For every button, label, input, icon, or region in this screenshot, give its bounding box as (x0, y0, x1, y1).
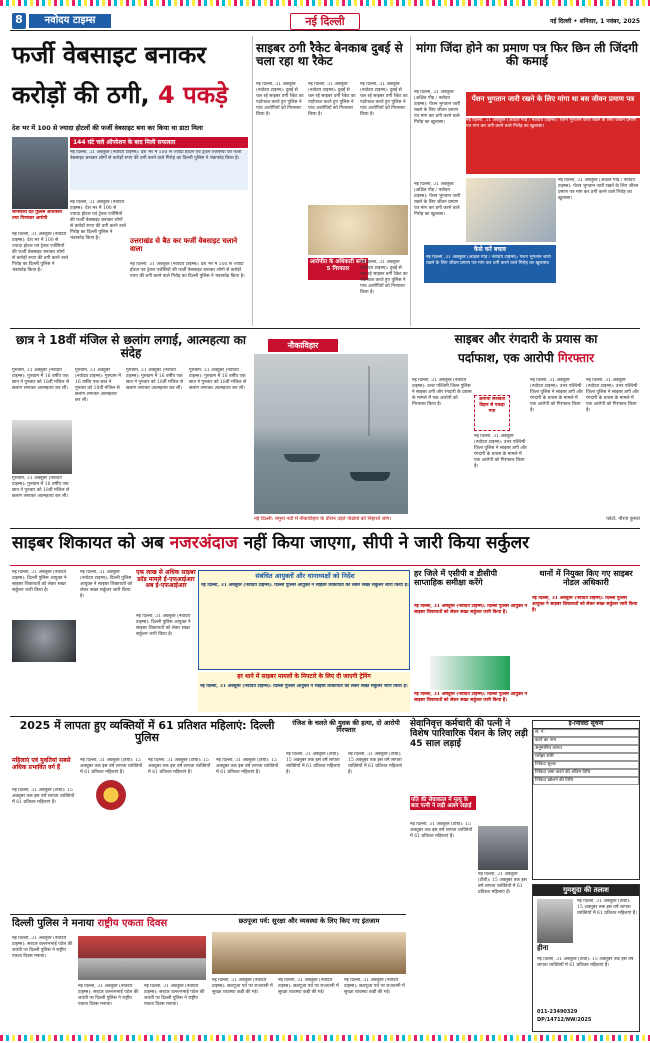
story5-headline-c: गिरफ्तार (557, 351, 595, 365)
story4-body-col3: गुरुग्राम, 31 अक्तूबर (नवोदय टाइम्स): गुरुग्राम में 16 वर्षीय एक छात्र ने गुरुवार को 18वीं मंजिल से छलांग लगाकर आत्महत्या कर ली। (75, 368, 121, 403)
photo-caption (254, 516, 640, 524)
story4-body-col1: गुरुग्राम, 31 अक्तूबर (नवोदय टाइम्स): गुरुग्राम में 16 वर्षीय एक छात्र ने गुरुवार को 18वीं मंजिल से छलांग लगाकर आत्महत्या कर ली। (12, 368, 70, 391)
banner-highlight-b: अब ई-एफआईआर (145, 582, 187, 590)
story1-body-col2: नई दिल्ली, 31 अक्तूबर (नवोदय टाइम्स): देश भर में 100 से ज्यादा होटल एवं ट्रेवल एजेंसियों की फर्जी वेबसाइट बनाकर लोगों से करोड़ों रुपए की ठगी करने वाले गिरोह का दिल्ली पुलिस ने भंडाफोड़ किया है। (70, 200, 126, 241)
story1-photo-caption: जानकारी देते पुलिस अधिकारी तथा गिरफ्तार आरोपी (12, 210, 63, 221)
divider-h3 (10, 565, 640, 566)
story10-photo (212, 932, 406, 974)
story8-body-col1: नई दिल्ली, 31 अक्तूबर (टीबी): 15 अक्तूबर तक इस वर्ष लापता व्यक्तियों में 61 प्रतिशत महिलाएं हैं। (410, 822, 473, 839)
registration-strip-top (0, 0, 650, 6)
story1-headline-2 (12, 82, 252, 108)
divider-h5 (10, 914, 406, 915)
story4-illustration (12, 420, 72, 474)
story2-body-col4: नई दिल्ली, 31 अक्तूबर (नवोदय टाइम्स): दुबई से चल रहे साइबर ठगी रैकेट का पर्दाफाश करते हुए पुलिस ने पांच आरोपियों को गिरफ्तार किया है। (360, 260, 408, 295)
story10-body-col1: नई दिल्ली, 31 अक्तूबर (नवोदय टाइम्स): छठपूजा पर्व पर राजधानी में सुरक्षा व्यवस्था कड़ी की गई। (212, 978, 273, 995)
story7-headline: रंजिश के चलते की युवक की हत्या, दो आरोपी गिरफ्तार (292, 719, 400, 735)
dateline-masthead: नई दिल्ली • शनिवार, 1 नवंबर, 2025 (550, 18, 640, 25)
story9-body-col2: नई दिल्ली, 31 अक्तूबर (नवोदय टाइम्स): सरदार वल्लभभाई पटेल की जयंती पर दिल्ली पुलिस ने राष्ट्रीय एकता दिवस मनाया। (78, 984, 139, 1007)
banner-phone-illustration (430, 656, 510, 690)
story10-body-col2: नई दिल्ली, 31 अक्तूबर (नवोदय टाइम्स): छठपूजा पर्व पर राजधानी में सुरक्षा व्यवस्था कड़ी की गई। (278, 978, 339, 995)
tender-row: कार्य का नाम (533, 737, 639, 745)
divider-h4 (10, 716, 640, 717)
banner-training-box (198, 672, 410, 712)
story6-headline: 2025 में लापता हुए व्यक्तियों में 61 प्रतिशत महिलाएं: दिल्ली पुलिस (19, 719, 275, 745)
banner-hacker-illustration (12, 620, 76, 662)
story3-body-col2: नई दिल्ली, 31 अक्तूबर (अक्षित गौड़ / नवोदय टाइम्स): पेंशन भुगतान जारी रखने के लिए जीवन प्रमाण पत्र मांग कर ठगी करने वाले गिरोह का खुलासा। (414, 182, 461, 217)
story9-headline (12, 918, 208, 929)
banner-instructions-box (198, 570, 410, 670)
story1-body-col3: नई दिल्ली, 31 अक्तूबर (नवोदय टाइम्स): देश भर में 100 से ज्यादा होटल एवं ट्रेवल एजेंसियों की फर्जी वेबसाइट बनाकर लोगों से करोड़ों रुपए की ठगी करने वाले गिरोह का दिल्ली पुलिस ने भंडाफोड़ किया है। (130, 262, 245, 279)
tender-row: निविदा खोलने की तिथि (533, 777, 639, 785)
story8-headline: सेवानिवृत्त कर्मचारी की पत्नी ने विशेष पारिवारिक पेंशन के लिए लड़ी 45 साल लड़ाई (410, 719, 528, 749)
paper-name: नवोदय टाइम्स (29, 14, 111, 28)
banner-box2-head: हर थाने में साइबर मामलों के निपटारे के लिए दी जाएगी ट्रेनिंग (237, 673, 371, 680)
story6-body-col2: नई दिल्ली, 31 अक्तूबर (टीबी): 15 अक्तूबर तक इस वर्ष लापता व्यक्तियों में 61 प्रतिशत महिलाएं हैं। (80, 758, 143, 775)
divider-v2 (410, 36, 411, 326)
delhi-police-emblem (96, 780, 126, 810)
story5-headline-b-text: पर्दाफाश, एक आरोपी (457, 351, 554, 365)
story6-body-col3: नई दिल्ली, 31 अक्तूबर (टीबी): 15 अक्तूबर तक इस वर्ष लापता व्यक्तियों में 61 प्रतिशत महिलाएं हैं। (148, 758, 211, 775)
banner-highlight (136, 570, 196, 590)
missing-person-photo (537, 899, 573, 943)
story1-box-text: नई दिल्ली, 31 अक्तूबर (नवोदय टाइम्स): देश भर में 100 से ज्यादा होटल एवं ट्रेवल एजेंसियों की फर्जी वेबसाइट बनाकर लोगों से करोड़ों रुपए की ठगी करने वाले गिरोह का दिल्ली पुलिस ने भंडाफोड़ किया है। (70, 150, 248, 190)
tender-row: सं. नं. (533, 729, 639, 737)
banner-col-body2: नई दिल्ली, 31 अक्तूबर (नवोदय टाइम्स): दिल्ली पुलिस आयुक्त ने साइबर शिकायतों को लेकर सख्त सर्कुलर जारी किया है। (414, 692, 528, 703)
tender-ad (532, 720, 640, 880)
banner-box-head: संबंधित आयुक्तों और थानाध्यक्षों को निर्देश (255, 572, 355, 580)
photo-section-label: नौकाविहार (268, 339, 338, 352)
story5-headline-a: साइबर और रंगदारी के प्रयास का (454, 332, 598, 346)
divider-h1 (10, 328, 640, 329)
story7-body-col2: नई दिल्ली, 31 अक्तूबर (टीबी): 15 अक्तूबर तक इस वर्ष लापता व्यक्तियों में 61 प्रतिशत महिलाएं हैं। (348, 752, 403, 775)
story5-body-col1: नई दिल्ली, 31 अक्तूबर (नवोदय टाइम्स): उत्तर पश्चिमी जिला पुलिस ने साइबर ठगी और रंगदारी के प्रयास के मामले में एक आरोपी को गिरफ्तार किया है। (412, 378, 472, 407)
missing-name: हीना (537, 944, 549, 952)
tender-row: निविदा जमा करने की अंतिम तिथि (533, 769, 639, 777)
divider-h2 (10, 528, 640, 529)
page-number: 8 (12, 13, 26, 29)
story2-inset: आरोपीत के अधिकारी समेत 5 गिरफ्तार (308, 258, 368, 280)
tender-row: अनुमानित लागत (533, 745, 639, 753)
banner-col-head: हर जिले में एसीपी व डीसीपी साप्ताहिक समीक्षा करेंगे (414, 569, 498, 587)
banner-headline-b: नजरअंदाज (169, 533, 238, 553)
masthead-rule (10, 30, 640, 31)
story5-body-col2: नई दिल्ली, 31 अक्तूबर (नवोदय टाइम्स): उत्तर पश्चिमी जिला पुलिस ने साइबर ठगी और रंगदारी के प्रयास के मामले में एक आरोपी को गिरफ्तार किया है। (474, 434, 527, 469)
story8-body-col2: नई दिल्ली, 31 अक्तूबर (टीबी): 15 अक्तूबर तक इस वर्ष लापता व्यक्तियों में 61 प्रतिशत महिलाएं हैं। (478, 872, 527, 895)
banner-col2-head: थानों में नियुक्त किए गए साइबर नोडल अधिकारी (539, 569, 633, 587)
story2-illustration (308, 205, 408, 255)
story3-red-body: नई दिल्ली, 31 अक्तूबर (अक्षित गौड़ / नवोदय टाइम्स): पेंशन भुगतान जारी रखने के लिए जीवन प्रमाण पत्र मांग कर ठगी करने वाले गिरोह का खुलासा। (466, 118, 640, 174)
tender-row: धरोहर राशि (533, 753, 639, 761)
story9-photo (78, 936, 206, 980)
story9-headline-b: राष्ट्रीय एकता दिवस (97, 918, 168, 929)
banner-headline-a: साइबर शिकायत को अब (12, 533, 164, 553)
banner-col-body: नई दिल्ली, 31 अक्तूबर (नवोदय टाइम्स): दिल्ली पुलिस आयुक्त ने साइबर शिकायतों को लेकर सख्त सर्कुलर जारी किया है। (414, 604, 528, 615)
photo-credit: फोटो: नीरज कुमार (606, 516, 640, 522)
missing-ref: DP/14712/NW/2025 (537, 1017, 592, 1023)
missing-phone: 011-23490329 (537, 1009, 578, 1015)
story1-box-head: उत्तराखंड से बैठ कर फर्जी वेबसाइट चलाने वाला (130, 237, 238, 253)
story5-body-col4: नई दिल्ली, 31 अक्तूबर (नवोदय टाइम्स): उत्तर पश्चिमी जिला पुलिस ने साइबर ठगी और रंगदारी के प्रयास के मामले में एक आरोपी को गिरफ्तार किया है। (586, 378, 639, 413)
story4-headline: छात्र ने 18वीं मंजिल से छलांग लगाई, आत्महत्या का संदेह (15, 333, 247, 361)
banner-col2-body: नई दिल्ली, 31 अक्तूबर (नवोदय टाइम्स): दिल्ली पुलिस आयुक्त ने साइबर शिकायतों को लेकर सख्त सर्कुलर जारी किया है। (532, 596, 638, 613)
missing-person-ad (532, 884, 640, 1032)
banner-highlight-a: एक लाख से अधिक साइबर फ्रॉड मामले ई-एफआईआर (136, 569, 196, 583)
boat-2 (350, 472, 390, 481)
story2-body-col3: नई दिल्ली, 31 अक्तूबर (नवोदय टाइम्स): दुबई से चल रहे साइबर ठगी रैकेट का पर्दाफाश करते हुए पुलिस ने पांच आरोपियों को गिरफ्तार किया है। (360, 82, 408, 117)
story1-photo (12, 137, 68, 209)
banner-box2-body: नई दिल्ली, 31 अक्तूबर (नवोदय टाइम्स): दिल्ली पुलिस आयुक्त ने साइबर शिकायतों को लेकर सख्त सर्कुलर जारी किया है। (200, 684, 408, 689)
missing-body: नई दिल्ली, 31 अक्तूबर (टीबी): 15 अक्तूबर तक इस वर्ष लापता व्यक्तियों में 61 प्रतिशत महिलाएं हैं। (577, 899, 637, 916)
story3-body-col3: नई दिल्ली, 31 अक्तूबर (अक्षित गौड़ / नवोदय टाइम्स): पेंशन भुगतान जारी रखने के लिए जीवन प्रमाण पत्र मांग कर ठगी करने वाले गिरोह का खुलासा। (558, 178, 639, 201)
banner-headline-c: नहीं किया जाएगा, सीपी ने जारी किया सर्कुलर (243, 533, 530, 553)
story4-body-col5: गुरुग्राम, 31 अक्तूबर (नवोदय टाइम्स): गुरुग्राम में 16 वर्षीय एक छात्र ने गुरुवार को 18वीं मंजिल से छलांग लगाकर आत्महत्या कर ली। (189, 368, 247, 391)
missing-body2: नई दिल्ली, 31 अक्तूबर (टीबी): 15 अक्तूबर तक इस वर्ष लापता व्यक्तियों में 61 प्रतिशत महिलाएं हैं। (537, 957, 634, 968)
story2-body-col1: नई दिल्ली, 31 अक्तूबर (नवोदय टाइम्स): दुबई से चल रहे साइबर ठगी रैकेट का पर्दाफाश करते हुए पुलिस ने पांच आरोपियों को गिरफ्तार किया है। (256, 82, 304, 117)
banner-body-col2: नई दिल्ली, 31 अक्तूबर (नवोदय टाइम्स): दिल्ली पुलिस आयुक्त ने साइबर शिकायतों को लेकर सख्त सर्कुलर जारी किया है। (80, 570, 133, 599)
story7-body-col1: नई दिल्ली, 31 अक्तूबर (टीबी): 15 अक्तूबर तक इस वर्ष लापता व्यक्तियों में 61 प्रतिशत महिलाएं हैं। (286, 752, 341, 775)
banner-headline (12, 534, 642, 553)
story6-body-col1: नई दिल्ली, 31 अक्तूबर (टीबी): 15 अक्तूबर तक इस वर्ष लापता व्यक्तियों में 61 प्रतिशत महिलाएं हैं। (12, 788, 75, 805)
edition-label: नई दिल्ली (290, 13, 360, 30)
story4-body-col2: गुरुग्राम, 31 अक्तूबर (नवोदय टाइम्स): गुरुग्राम में 16 वर्षीय एक छात्र ने गुरुवार को 18वीं मंजिल से छलांग लगाकर आत्महत्या कर ली। (12, 476, 70, 499)
story1-headline-1: फर्जी वेबसाइट बनाकर (12, 41, 207, 69)
story6-subhead: महिलाएं एवं युवतियां सबसे अधिक प्रभावित वर्ग हैं (12, 757, 71, 771)
story8-subhead: पति की सेवाकाल में मृत्यु के बाद पत्नी ने लड़ी अलग लड़ाई (410, 796, 476, 810)
story5-inset: आरोपी सरस्वती विहार से पकड़ा गया (478, 397, 506, 414)
story5-headline-b (412, 352, 640, 365)
story10-body-col3: नई दिल्ली, 31 अक्तूबर (नवोदय टाइम्स): छठपूजा पर्व पर राजधानी में सुरक्षा व्यवस्था कड़ी की गई। (344, 978, 405, 995)
story5-body-col3: नई दिल्ली, 31 अक्तूबर (नवोदय टाइम्स): उत्तर पश्चिमी जिला पुलिस ने साइबर ठगी और रंगदारी के प्रयास के मामले में एक आरोपी को गिरफ्तार किया है। (530, 378, 583, 413)
story1-body-col1: नई दिल्ली, 31 अक्तूबर (नवोदय टाइम्स): देश भर में 100 से ज्यादा होटल एवं ट्रेवल एजेंसियों की फर्जी वेबसाइट बनाकर लोगों से करोड़ों रुपए की ठगी करने वाले गिरोह का दिल्ली पुलिस ने भंडाफोड़ किया है। (12, 232, 68, 273)
story5-inset-box (474, 395, 510, 431)
story1-headline-2b: 4 पकड़े (158, 81, 228, 109)
pylon (364, 366, 374, 436)
story9-headline-a: दिल्ली पुलिस ने मनाया (12, 918, 95, 929)
story3-illustration (466, 178, 556, 242)
story1-headline-2a: करोड़ों की ठगी, (12, 81, 150, 109)
story1-red-bar: 144 घंटे चले ऑपरेशन के बाद मिली सफलता (70, 137, 248, 148)
story3-blue-box (424, 245, 556, 283)
banner-body-col1: नई दिल्ली, 31 अक्तूबर (नवोदय टाइम्स): दिल्ली पुलिस आयुक्त ने साइबर शिकायतों को लेकर सख्त सर्कुलर जारी किया है। (12, 570, 67, 593)
yamuna-boating-photo (254, 354, 408, 514)
banner-box-body: नई दिल्ली, 31 अक्तूबर (नवोदय टाइम्स): दिल्ली पुलिस आयुक्त ने साइबर शिकायतों को लेकर सख्त सर्कुलर जारी किया है। (201, 583, 409, 588)
tender-ad-title: ई-निविदा सूचना (533, 721, 639, 729)
story3-headline: मांगा जिंदा होने का प्रमाण पत्र फिर छिन ली जिंदगी की कमाई (416, 41, 638, 69)
story3-box2-body: नई दिल्ली, 31 अक्तूबर (अक्षित गौड़ / नवोदय टाइम्स): पेंशन भुगतान जारी रखने के लिए जीवन प्रमाण पत्र मांग कर ठगी करने वाले गिरोह का खुलासा। (426, 255, 551, 266)
story10-headline: छठपूजा पर्व: सुरक्षा और व्यवस्था के लिए किए गए इंतजाम (238, 917, 380, 925)
story8-photo (478, 826, 528, 870)
boat-1 (284, 454, 320, 462)
divider-v1 (252, 36, 253, 326)
story3-box2-head: कैसे करें बचाव (473, 246, 507, 253)
story4-body-col4: गुरुग्राम, 31 अक्तूबर (नवोदय टाइम्स): गुरुग्राम में 16 वर्षीय एक छात्र ने गुरुवार को 18वीं मंजिल से छलांग लगाकर आत्महत्या कर ली। (126, 368, 184, 391)
story1-subhead: देश भर में 100 से ज्यादा होटलों की फर्जी वेबसाइट बना कर किया था डाटा मिला (12, 124, 203, 132)
tender-row: निविदा शुल्क (533, 761, 639, 769)
banner-body-col3: नई दिल्ली, 31 अक्तूबर (नवोदय टाइम्स): दिल्ली पुलिस आयुक्त ने साइबर शिकायतों को लेकर सख्त सर्कुलर जारी किया है। (136, 614, 191, 637)
story9-body-col3: नई दिल्ली, 31 अक्तूबर (नवोदय टाइम्स): सरदार वल्लभभाई पटेल की जयंती पर दिल्ली पुलिस ने राष्ट्रीय एकता दिवस मनाया। (144, 984, 205, 1007)
registration-strip-bottom (0, 1035, 650, 1041)
story2-headline: साइबर ठगी रैकेट बेनकाब दुबई से चला रहा था रैकेट (256, 41, 403, 69)
story3-red-box: पेंशन भुगतान जारी रखने के लिए मांगा था बस जीवन प्रमाण पत्र (466, 92, 640, 116)
story6-body-col4: नई दिल्ली, 31 अक्तूबर (टीबी): 15 अक्तूबर तक इस वर्ष लापता व्यक्तियों में 61 प्रतिशत महिलाएं हैं। (216, 758, 279, 775)
story9-body-col1: नई दिल्ली, 31 अक्तूबर (नवोदय टाइम्स): सरदार वल्लभभाई पटेल की जयंती पर दिल्ली पुलिस ने राष्ट्रीय एकता दिवस मनाया। (12, 936, 73, 959)
missing-title: गुमशुदा की तलाश (533, 885, 639, 896)
photo-caption-text: नई दिल्ली: यमुना नदी में नौकाविहार के दौरान उड़ते पक्षियों को निहारते लोग। (254, 516, 392, 522)
story2-body-col2: नई दिल्ली, 31 अक्तूबर (नवोदय टाइम्स): दुबई से चल रहे साइबर ठगी रैकेट का पर्दाफाश करते हुए पुलिस ने पांच आरोपियों को गिरफ्तार किया है। (308, 82, 356, 117)
story3-body-col1: नई दिल्ली, 31 अक्तूबर (अक्षित गौड़ / नवोदय टाइम्स): पेंशन भुगतान जारी रखने के लिए जीवन प्रमाण पत्र मांग कर ठगी करने वाले गिरोह का खुलासा। (414, 90, 461, 125)
